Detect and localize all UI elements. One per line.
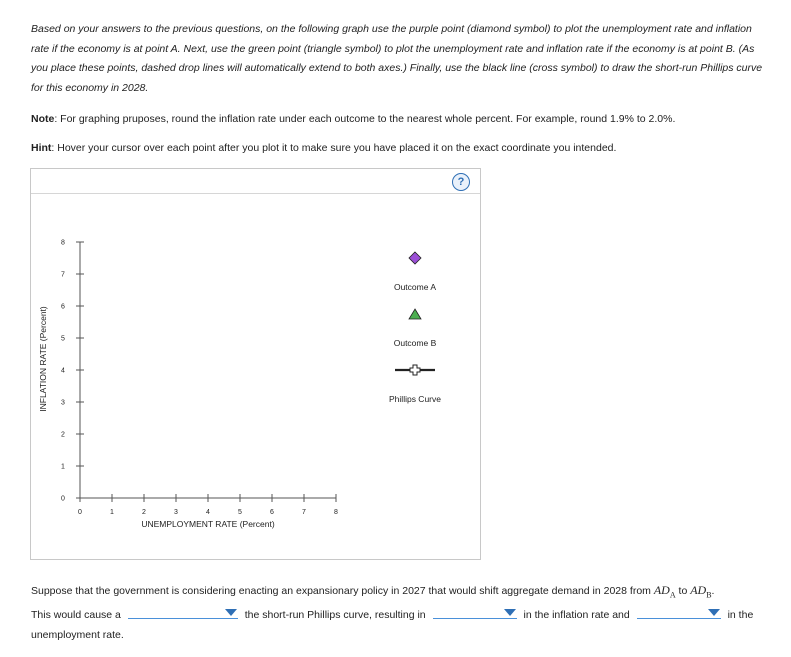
y-tick-label: 6 bbox=[61, 303, 65, 311]
y-tick-label: 2 bbox=[61, 431, 65, 439]
legend-palette[interactable] bbox=[389, 252, 441, 404]
inflation-change-dropdown[interactable] bbox=[433, 606, 517, 619]
ad-a-symbol bbox=[653, 583, 676, 600]
x-tick-label: 5 bbox=[238, 509, 242, 516]
ad-b-sub: B bbox=[706, 590, 712, 600]
instructions-intro: Based on your answers to the previous questions, on the following graph use the purple point (diamond symbol) to plot the unemployment rate and inflation rate if the economy is at point A. Next, use the green point (triangle symbol) to plot the unemployment rate and inflation rate if the economy is at point B. (As you place these points, dashed drop lines will automatically extend to both axes.) Finally, use the black line (cross symbol) to draw the short-run Phillips curve for this economy in 2028. bbox=[31, 23, 763, 94]
x-tick-label: 1 bbox=[110, 509, 114, 516]
question-text-3: the short-run Phillips curve, resulting in bbox=[244, 609, 426, 622]
x-tick-label: 8 bbox=[334, 509, 338, 516]
phillips-curve-cross-icon[interactable] bbox=[395, 365, 435, 375]
y-tick-label: 8 bbox=[61, 239, 65, 247]
unemployment-change-dropdown[interactable] bbox=[637, 606, 721, 619]
y-tick-label: 1 bbox=[61, 463, 65, 471]
help-icon[interactable]: ? bbox=[452, 173, 470, 191]
hint-label: Hint bbox=[31, 142, 52, 154]
y-axis-title: INFLATION RATE (Percent) bbox=[38, 306, 48, 412]
dropdown-arrow-icon[interactable] bbox=[225, 609, 237, 616]
y-tick-label: 4 bbox=[61, 367, 65, 375]
x-tick-label: 4 bbox=[206, 509, 210, 516]
question-text-1: Suppose that the government is considering enacting an expansionary policy in 2027 that would shift aggregate demand in 2028 from bbox=[31, 585, 654, 597]
question-text-4: in the inflation rate and bbox=[523, 609, 630, 622]
x-tick-label: 0 bbox=[78, 509, 82, 516]
note-text: : For graphing pruposes, round the inflation rate under each outcome to the nearest whole percent. For example, round 1.9% to 2.0%. bbox=[54, 113, 676, 125]
shift-direction-dropdown[interactable] bbox=[128, 606, 238, 619]
phillips-curve-label: Phillips Curve bbox=[389, 394, 441, 404]
ad-b-symbol bbox=[690, 583, 712, 600]
hint-line bbox=[31, 140, 766, 156]
axis-ticks bbox=[61, 240, 338, 517]
note-line bbox=[31, 111, 766, 127]
x-axis-title: UNEMPLOYMENT RATE (Percent) bbox=[141, 519, 275, 529]
x-tick-label: 6 bbox=[270, 509, 274, 516]
graph-panel[interactable] bbox=[30, 168, 481, 560]
outcome-a-label: Outcome A bbox=[393, 282, 437, 292]
ad-a-main: AD bbox=[653, 583, 670, 597]
question-period: . bbox=[711, 585, 715, 597]
outcome-a-diamond-icon[interactable] bbox=[409, 252, 421, 264]
note-label: Note bbox=[31, 113, 55, 125]
axes bbox=[80, 242, 336, 498]
question-text-to: to bbox=[675, 585, 691, 597]
question-block bbox=[31, 580, 766, 645]
dropdown-arrow-icon[interactable] bbox=[504, 609, 516, 616]
outcome-b-triangle-icon[interactable] bbox=[409, 309, 421, 319]
x-tick-label: 7 bbox=[302, 509, 306, 516]
x-tick-label: 2 bbox=[142, 509, 146, 516]
outcome-b-label: Outcome B bbox=[393, 338, 437, 348]
graph-canvas[interactable] bbox=[31, 169, 480, 559]
y-tick-label: 0 bbox=[61, 495, 65, 503]
y-tick-label: 5 bbox=[61, 335, 65, 343]
question-text-2: This would cause a bbox=[31, 609, 121, 622]
y-tick-label: 7 bbox=[61, 271, 65, 279]
x-tick-label: 3 bbox=[174, 509, 178, 516]
ad-b-main: AD bbox=[690, 583, 707, 597]
dropdown-arrow-icon[interactable] bbox=[708, 609, 720, 616]
question-text-5: in the unemployment rate. bbox=[31, 609, 754, 642]
ad-a-sub: A bbox=[669, 590, 676, 600]
hint-text: : Hover your cursor over each point after you plot it to make sure you have placed it on the exact coordinate you intended. bbox=[51, 142, 617, 154]
y-tick-label: 3 bbox=[61, 399, 65, 407]
